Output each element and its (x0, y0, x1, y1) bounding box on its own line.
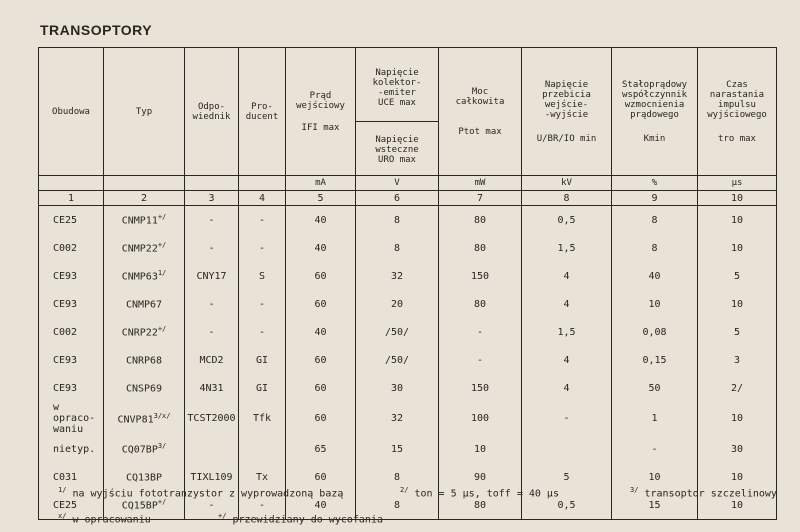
cell-i: 40 (286, 318, 356, 346)
cell-prod: Tfk (239, 402, 286, 435)
cell-i: 60 (286, 262, 356, 290)
cell-typ: CQ15BP+/ (104, 491, 185, 520)
cell-odp (185, 435, 239, 463)
unit-cell: mW (439, 176, 522, 191)
cell-i: 60 (286, 402, 356, 435)
cell-odp: - (185, 318, 239, 346)
column-number-cell: 3 (185, 191, 239, 206)
cell-t: 2/ (698, 374, 777, 402)
cell-k: - (612, 435, 698, 463)
cell-u: /50/ (356, 346, 439, 374)
cell-p: 100 (439, 402, 522, 435)
cell-u: 20 (356, 290, 439, 318)
table-row (39, 346, 777, 374)
footnote-2: $^{2/}$ ton = 5 μs, toff = 40 μs (400, 486, 559, 500)
page-title: TRANSOPTORY (40, 22, 153, 38)
cell-obudowa: C002 (39, 318, 104, 346)
cell-typ: CQ13BP (104, 463, 185, 491)
table-row (39, 290, 777, 318)
cell-u: 32 (356, 262, 439, 290)
table-row (39, 435, 777, 463)
cell-obudowa: nietyp. (39, 435, 104, 463)
header-obudowa: Obudowa (39, 48, 104, 176)
cell-obudowa: C002 (39, 234, 104, 262)
header-producent: Pro- ducent (239, 48, 286, 176)
cell-ubr: 4 (522, 262, 612, 290)
cell-p: - (439, 346, 522, 374)
cell-i: 60 (286, 463, 356, 491)
footnote-marker: 1/ (157, 269, 167, 278)
cell-k: 40 (612, 262, 698, 290)
column-number-cell: 8 (522, 191, 612, 206)
cell-ubr: 1,5 (522, 318, 612, 346)
column-number-cell: 1 (39, 191, 104, 206)
column-number-cell: 5 (286, 191, 356, 206)
header-napiecie-przebicia: Napięcie przebicia wejście- -wyjście U/BR/IO min (522, 48, 612, 176)
header-typ: Typ (104, 48, 185, 176)
cell-prod: Tx (239, 463, 286, 491)
cell-t: 3 (698, 346, 777, 374)
units-row (39, 176, 777, 191)
cell-obudowa: CE25 (39, 206, 104, 235)
cell-p: 90 (439, 463, 522, 491)
cell-k: 0,15 (612, 346, 698, 374)
column-number-cell: 4 (239, 191, 286, 206)
cell-t: 10 (698, 402, 777, 435)
cell-odp: TCST2000 (185, 402, 239, 435)
header-moc: Moc całkowita Ptot max (439, 48, 522, 176)
cell-typ: CNMP11+/ (104, 206, 185, 235)
cell-u: /50/ (356, 318, 439, 346)
cell-i: 60 (286, 290, 356, 318)
cell-ubr: - (522, 402, 612, 435)
column-numbers-row (39, 191, 777, 206)
cell-p: 80 (439, 491, 522, 520)
transoptor-table (38, 47, 777, 520)
header-row (39, 48, 777, 176)
table-row (39, 206, 777, 235)
footnote-x: $^{x/}$ w opracowaniu (58, 512, 151, 526)
cell-k: 10 (612, 290, 698, 318)
table-row (39, 318, 777, 346)
cell-k: 1 (612, 402, 698, 435)
unit-cell (239, 176, 286, 191)
cell-ubr: 1,5 (522, 234, 612, 262)
cell-ubr: 4 (522, 346, 612, 374)
cell-typ: CNMP67 (104, 290, 185, 318)
cell-odp: - (185, 206, 239, 235)
unit-cell (104, 176, 185, 191)
cell-u: 32 (356, 402, 439, 435)
cell-odp: - (185, 234, 239, 262)
cell-ubr: 0,5 (522, 206, 612, 235)
cell-k: 8 (612, 234, 698, 262)
cell-i: 60 (286, 374, 356, 402)
cell-obudowa: CE93 (39, 262, 104, 290)
column-number-cell: 7 (439, 191, 522, 206)
footnote-1: $^{1/}$ na wyjściu fototranzystor z wyprowadzoną bazą (58, 486, 344, 500)
cell-obudowa: CE93 (39, 374, 104, 402)
column-number-cell: 2 (104, 191, 185, 206)
footnote-plus: +/ przewidziany do wycofania (218, 512, 383, 526)
cell-u: 8 (356, 463, 439, 491)
cell-p: 80 (439, 206, 522, 235)
cell-ubr (522, 435, 612, 463)
cell-t: 10 (698, 206, 777, 235)
cell-obudowa: w opraco- waniu (39, 402, 104, 435)
header-prad: Prąd wejściowy IFI max (286, 48, 356, 176)
cell-prod: S (239, 262, 286, 290)
cell-p: 150 (439, 374, 522, 402)
cell-u: 15 (356, 435, 439, 463)
cell-ubr: 0,5 (522, 491, 612, 520)
header-wspolczynnik: Stałoprądowy współczynnik wzmocnienia prądowego Kmin (612, 48, 698, 176)
cell-t: 5 (698, 318, 777, 346)
cell-odp: TIXL109 (185, 463, 239, 491)
unit-cell: kV (522, 176, 612, 191)
cell-t: 10 (698, 234, 777, 262)
table-row (39, 234, 777, 262)
cell-u: 8 (356, 234, 439, 262)
cell-t: 5 (698, 262, 777, 290)
cell-odp: - (185, 491, 239, 520)
cell-obudowa: CE93 (39, 346, 104, 374)
cell-p: 80 (439, 234, 522, 262)
cell-p: 10 (439, 435, 522, 463)
table-row (39, 402, 777, 435)
cell-t: 10 (698, 463, 777, 491)
cell-prod: - (239, 206, 286, 235)
table-row (39, 374, 777, 402)
cell-u: 30 (356, 374, 439, 402)
footnote-marker: +/ (157, 241, 167, 250)
cell-ubr: 4 (522, 290, 612, 318)
cell-prod: - (239, 318, 286, 346)
cell-u: 8 (356, 491, 439, 520)
column-number-cell: 9 (612, 191, 698, 206)
footnote-marker: 3/ (157, 442, 167, 451)
cell-obudowa: CE93 (39, 290, 104, 318)
footnote-marker: +/ (157, 213, 167, 222)
cell-odp: MCD2 (185, 346, 239, 374)
unit-cell: μs (698, 176, 777, 191)
footnote-marker: +/ (157, 325, 167, 334)
cell-i: 65 (286, 435, 356, 463)
cell-i: 40 (286, 491, 356, 520)
cell-prod (239, 435, 286, 463)
footnote-3: $^{3/}$ transoptor szczelinowy (630, 486, 777, 500)
cell-typ: CNMP22+/ (104, 234, 185, 262)
cell-k: 10 (612, 463, 698, 491)
cell-prod: - (239, 491, 286, 520)
cell-typ: CNRP68 (104, 346, 185, 374)
cell-t: 10 (698, 290, 777, 318)
unit-cell: V (356, 176, 439, 191)
cell-typ: $CNVP81^{3/x/}$ (104, 402, 185, 435)
cell-ubr: 4 (522, 374, 612, 402)
cell-obudowa: C031 (39, 463, 104, 491)
cell-t: 30 (698, 435, 777, 463)
cell-typ: CNSP69 (104, 374, 185, 402)
cell-t: 10 (698, 491, 777, 520)
cell-p: 80 (439, 290, 522, 318)
column-number-cell: 6 (356, 191, 439, 206)
footnote-marker: 3/x/ (153, 411, 171, 420)
footnote-marker: +/ (157, 498, 167, 507)
cell-typ: $CNMP63^{1/}$ (104, 262, 185, 290)
cell-prod: GI (239, 346, 286, 374)
cell-odp: - (185, 290, 239, 318)
cell-odp: 4N31 (185, 374, 239, 402)
cell-obudowa: CE25 (39, 491, 104, 520)
header-napiecie: Napięcie kolektor- -emiter UCE max Napięcie wsteczne URO max (356, 48, 439, 176)
cell-p: 150 (439, 262, 522, 290)
cell-u: 8 (356, 206, 439, 235)
unit-cell: mA (286, 176, 356, 191)
cell-ubr: 5 (522, 463, 612, 491)
unit-cell (185, 176, 239, 191)
cell-k: 8 (612, 206, 698, 235)
unit-cell: % (612, 176, 698, 191)
cell-k: 50 (612, 374, 698, 402)
header-odpowiednik: Odpo- wiednik (185, 48, 239, 176)
cell-i: 40 (286, 234, 356, 262)
header-czas: Czas narastania impulsu wyjściowego tro max (698, 48, 777, 176)
cell-odp: CNY17 (185, 262, 239, 290)
cell-i: 40 (286, 206, 356, 235)
cell-k: 0,08 (612, 318, 698, 346)
table-row (39, 262, 777, 290)
cell-prod: - (239, 290, 286, 318)
cell-prod: GI (239, 374, 286, 402)
cell-i: 60 (286, 346, 356, 374)
cell-typ: CNRP22+/ (104, 318, 185, 346)
column-number-cell: 10 (698, 191, 777, 206)
unit-cell (39, 176, 104, 191)
cell-k: 15 (612, 491, 698, 520)
cell-typ: $CQ07BP^{3/}$ (104, 435, 185, 463)
table-body (39, 206, 777, 520)
cell-prod: - (239, 234, 286, 262)
cell-p: - (439, 318, 522, 346)
